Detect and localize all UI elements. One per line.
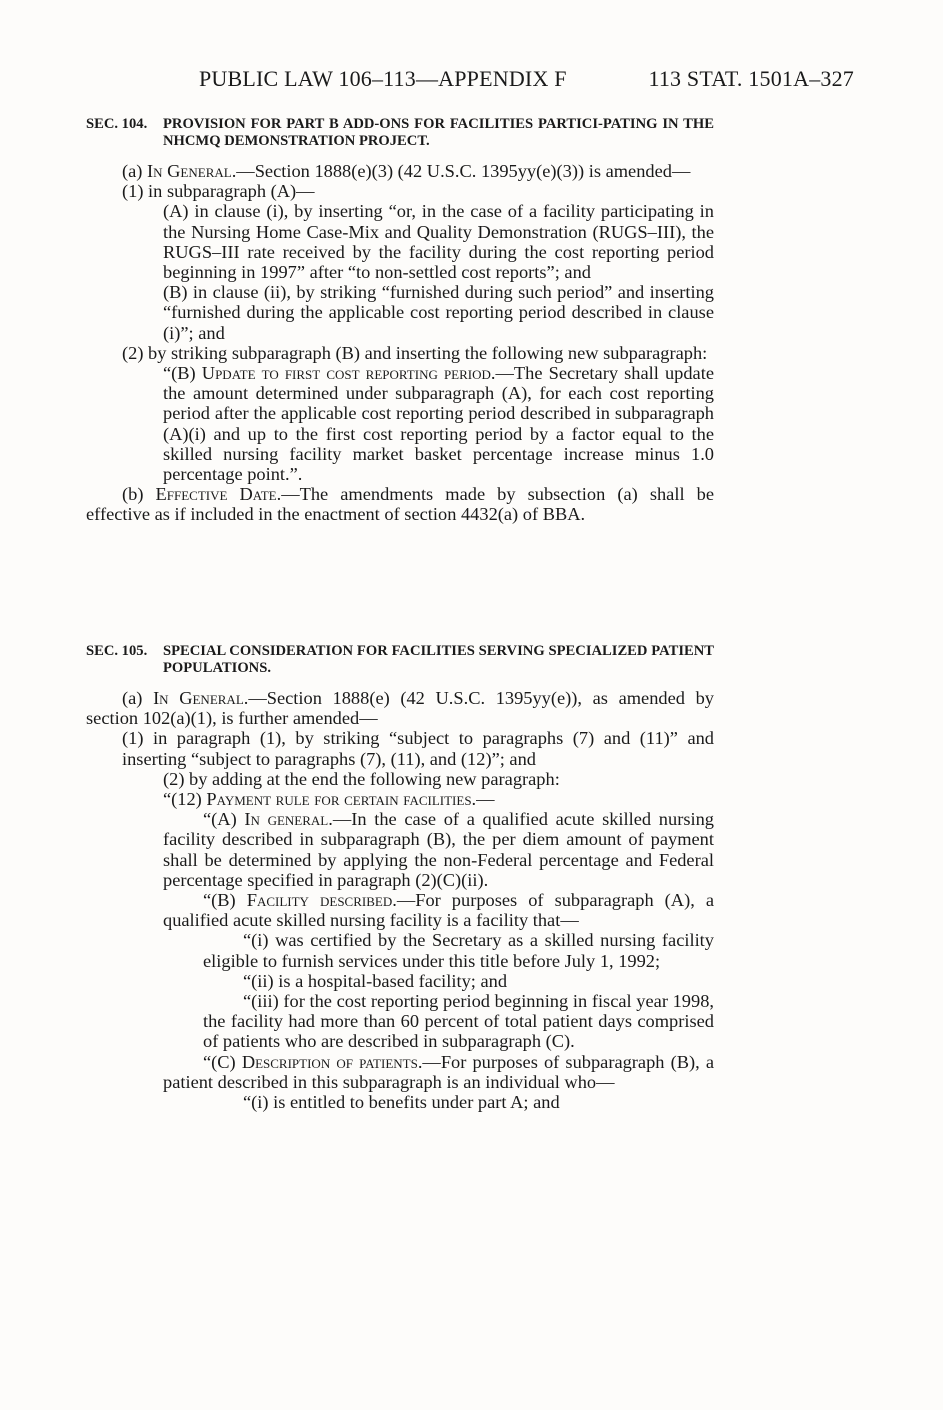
section-104-clause-B: (B) in clause (ii), by striking “furnished during such period” and inserting “furnished during the applicable cost reporting period described in clause (i)”; and <box>163 282 714 343</box>
section-104-title: PROVISION FOR PART B ADD-ONS FOR FACILITIES PARTICI-PATING IN THE NHCMQ DEMONSTRATION PROJECT. <box>163 116 714 149</box>
running-header <box>199 66 854 92</box>
section-105-heading <box>86 643 714 677</box>
subparagraph-B-heading: Facility described. <box>246 890 397 911</box>
section-104-paragraph-2: (2) by striking subparagraph (B) and inserting the following new subparagraph: <box>122 342 708 363</box>
section-104-new-subparagraph-B: “(B) Update to first cost reporting period.—The Secretary shall update the amount determined under subparagraph (A), for each cost reporting period after the applicable cost reporting period described in subparagraph (A)(i) and up to the first cost reporting period by a factor equal to the skilled nursing facility market basket percentage increase minus 1.0 percentage point.”. <box>163 363 714 485</box>
section-104-subsection-b: (b) Effective Date.—The amendments made by subsection (a) shall be effective as if included in the enactment of section 4432(a) of BBA. <box>86 484 714 525</box>
section-104-paragraph-1: (1) in subparagraph (A)— <box>122 181 315 202</box>
section-105-body <box>86 688 714 1112</box>
paragraph-12-heading: Payment rule for certain facilities. <box>206 789 477 810</box>
paragraph-12-subparagraph-B: “(B) Facility described.—For purposes of subparagraph (A), a qualified acute skilled nursing facility is a facility that— <box>163 890 715 931</box>
subsection-b-heading: Effective Date. <box>155 484 282 505</box>
section-105-subsection-a: (a) In General.—Section 1888(e) (42 U.S.C. 1395yy(e)), as amended by section 102(a)(1), is further amended— <box>86 688 714 729</box>
section-105-number: SEC. 105. <box>86 643 148 659</box>
section-104-heading <box>86 116 714 150</box>
section-104-subsection-a: (a) In General.—Section 1888(e)(3) (42 U.S.C. 1395yy(e)(3)) is amended— <box>122 161 691 181</box>
section-104-clause-A: (A) in clause (i), by inserting “or, in the case of a facility participating in the Nursing Home Case-Mix and Quality Demonstration (RUGS–III), the RUGS–III rate received by the facility during the cost reporting period beginning in 1997” after “to non-settled cost reports”; and <box>163 201 714 283</box>
section-105-paragraph-2: (2) by adding at the end the following new paragraph: <box>163 768 560 789</box>
subparagraph-C-heading: Description of patients. <box>241 1051 423 1072</box>
section-105-title: SPECIAL CONSIDERATION FOR FACILITIES SERVING SPECIALIZED PATIENT POPULATIONS. <box>163 643 714 676</box>
section-105-paragraph-1: (1) in paragraph (1), by striking “subject to paragraphs (7) and (11)” and inserting “subject to paragraphs (7), (11), and (12)”; and <box>122 728 714 769</box>
section-105-subsection-a-heading: In General. <box>153 688 249 708</box>
paragraph-12-subparagraph-C: “(C) Description of patients.—For purposes of subparagraph (B), a patient described in this subparagraph is an individual who— <box>163 1051 714 1092</box>
subparagraph-B-clause-ii: “(ii) is a hospital-based facility; and <box>243 970 508 991</box>
new-subparagraph-B-heading: Update to first cost reporting period. <box>201 363 496 384</box>
paragraph-12-subparagraph-A: “(A) In general.—In the case of a qualified acute skilled nursing facility described in subparagraph (B), the per diem amount of payment shall be determined by applying the non-Federal percentage and Federal percentage specified in paragraph (2)(C)(ii). <box>163 809 714 890</box>
section-105-new-paragraph-12: “(12) Payment rule for certain facilities.— <box>163 789 495 810</box>
section-104-number: SEC. 104. <box>86 116 148 132</box>
section-104 <box>86 116 714 150</box>
subparagraph-B-clause-iii: “(iii) for the cost reporting period beginning in fiscal year 1998, the facility had more than 60 percent of total patient days comprised of patients who are described in subparagraph (C). <box>203 991 714 1052</box>
section-105 <box>86 643 714 677</box>
header-law-citation: PUBLIC LAW 106–113—APPENDIX F <box>199 66 567 91</box>
header-stat-page: 113 STAT. 1501A–327 <box>648 66 854 91</box>
subparagraph-A-heading: In general. <box>244 809 333 830</box>
subparagraph-B-clause-i: “(i) was certified by the Secretary as a skilled nursing facility eligible to furnish services under this title before July 1, 1992; <box>203 930 714 971</box>
subsection-a-heading: In General. <box>147 161 237 181</box>
section-104-body <box>86 161 714 525</box>
subparagraph-C-clause-i: “(i) is entitled to benefits under part A; and <box>243 1092 560 1113</box>
